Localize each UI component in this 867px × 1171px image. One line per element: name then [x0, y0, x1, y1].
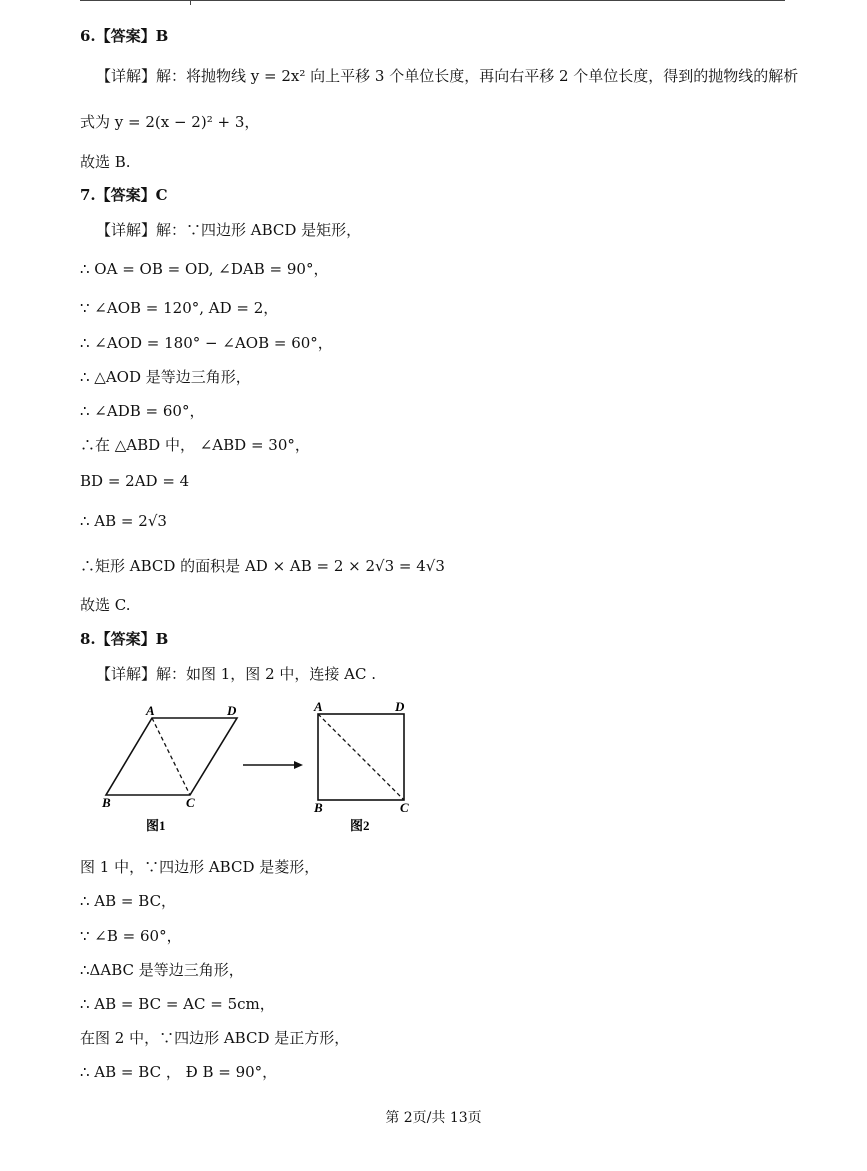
q7-step: ∴ OA = OB = OD, ∠DAB = 90°，: [80, 260, 329, 278]
q8-step: ∴ AB = BC ， Ð B = 90°，: [80, 1063, 278, 1081]
q7-step: ∴在 △ABD 中， ∠ABD = 30°，: [80, 436, 310, 454]
fig1-diagonal-ac: [152, 718, 190, 795]
q7-step: ∴矩形 ABCD 的面积是 AD × AB = 2 × 2√3 = 4√3: [80, 557, 445, 575]
fig1-label-d: D: [227, 703, 237, 718]
q8-answer-heading: 8.【答案】B: [80, 630, 169, 648]
q7-choice: 故选 C.: [80, 596, 131, 614]
arrow-head-icon: [294, 761, 303, 769]
q7-step: 【详解】解：∵四边形 ABCD 是矩形，: [96, 221, 362, 239]
q8-detail: 【详解】解：如图 1，图 2 中，连接 AC .: [96, 665, 377, 683]
fig2-label-d: D: [395, 700, 405, 714]
q7-step: ∵ ∠AOB = 120°, AD = 2，: [80, 299, 279, 317]
q8-step: ∴ΔABC 是等边三角形，: [80, 961, 244, 979]
fig1-label-b: B: [102, 795, 111, 810]
fig2-square: [318, 714, 404, 800]
q7-step: ∴ ∠ADB = 60°，: [80, 402, 205, 420]
q7-step: ∴ △AOD 是等边三角形，: [80, 368, 251, 386]
q6-detail: 【详解】解：将抛物线 y = 2x² 向上平移 3 个单位长度，再向右平移 2 个单位长度，得到的抛物线的解析: [96, 67, 799, 85]
q8-step: ∴ AB = BC，: [80, 892, 177, 910]
fig2-caption: 图2: [350, 818, 370, 833]
q8-figure: [96, 700, 436, 840]
fig2-label-c: C: [400, 800, 409, 815]
q8-step: 图 1 中，∵四边形 ABCD 是菱形，: [80, 858, 320, 876]
q8-step: 在图 2 中，∵四边形 ABCD 是正方形，: [80, 1029, 350, 1047]
q8-step: ∴ AB = BC = AC = 5cm，: [80, 995, 275, 1013]
q6-choice: 故选 B.: [80, 153, 131, 171]
top-rule: [80, 0, 785, 1]
q7-step: BD = 2AD = 4: [80, 472, 190, 490]
page-footer: 第 2页/共 13页: [385, 1110, 482, 1126]
fig1-caption: 图1: [146, 818, 166, 833]
q6-answer-heading: 6.【答案】B: [80, 27, 169, 45]
top-tick: [190, 0, 191, 5]
q6-formula: 式为 y = 2(x − 2)² + 3，: [80, 113, 260, 131]
fig2-label-a: A: [314, 700, 323, 714]
q7-answer-heading: 7.【答案】C: [80, 186, 168, 204]
fig1-label-c: C: [186, 795, 195, 810]
fig2-label-b: B: [314, 800, 323, 815]
fig2-diagonal-ac: [318, 714, 404, 800]
q7-step: ∴ AB = 2√3: [80, 512, 167, 530]
q8-step: ∵ ∠B = 60°，: [80, 927, 182, 945]
fig1-label-a: A: [146, 703, 155, 718]
q7-step: ∴ ∠AOD = 180° − ∠AOB = 60°，: [80, 334, 333, 352]
